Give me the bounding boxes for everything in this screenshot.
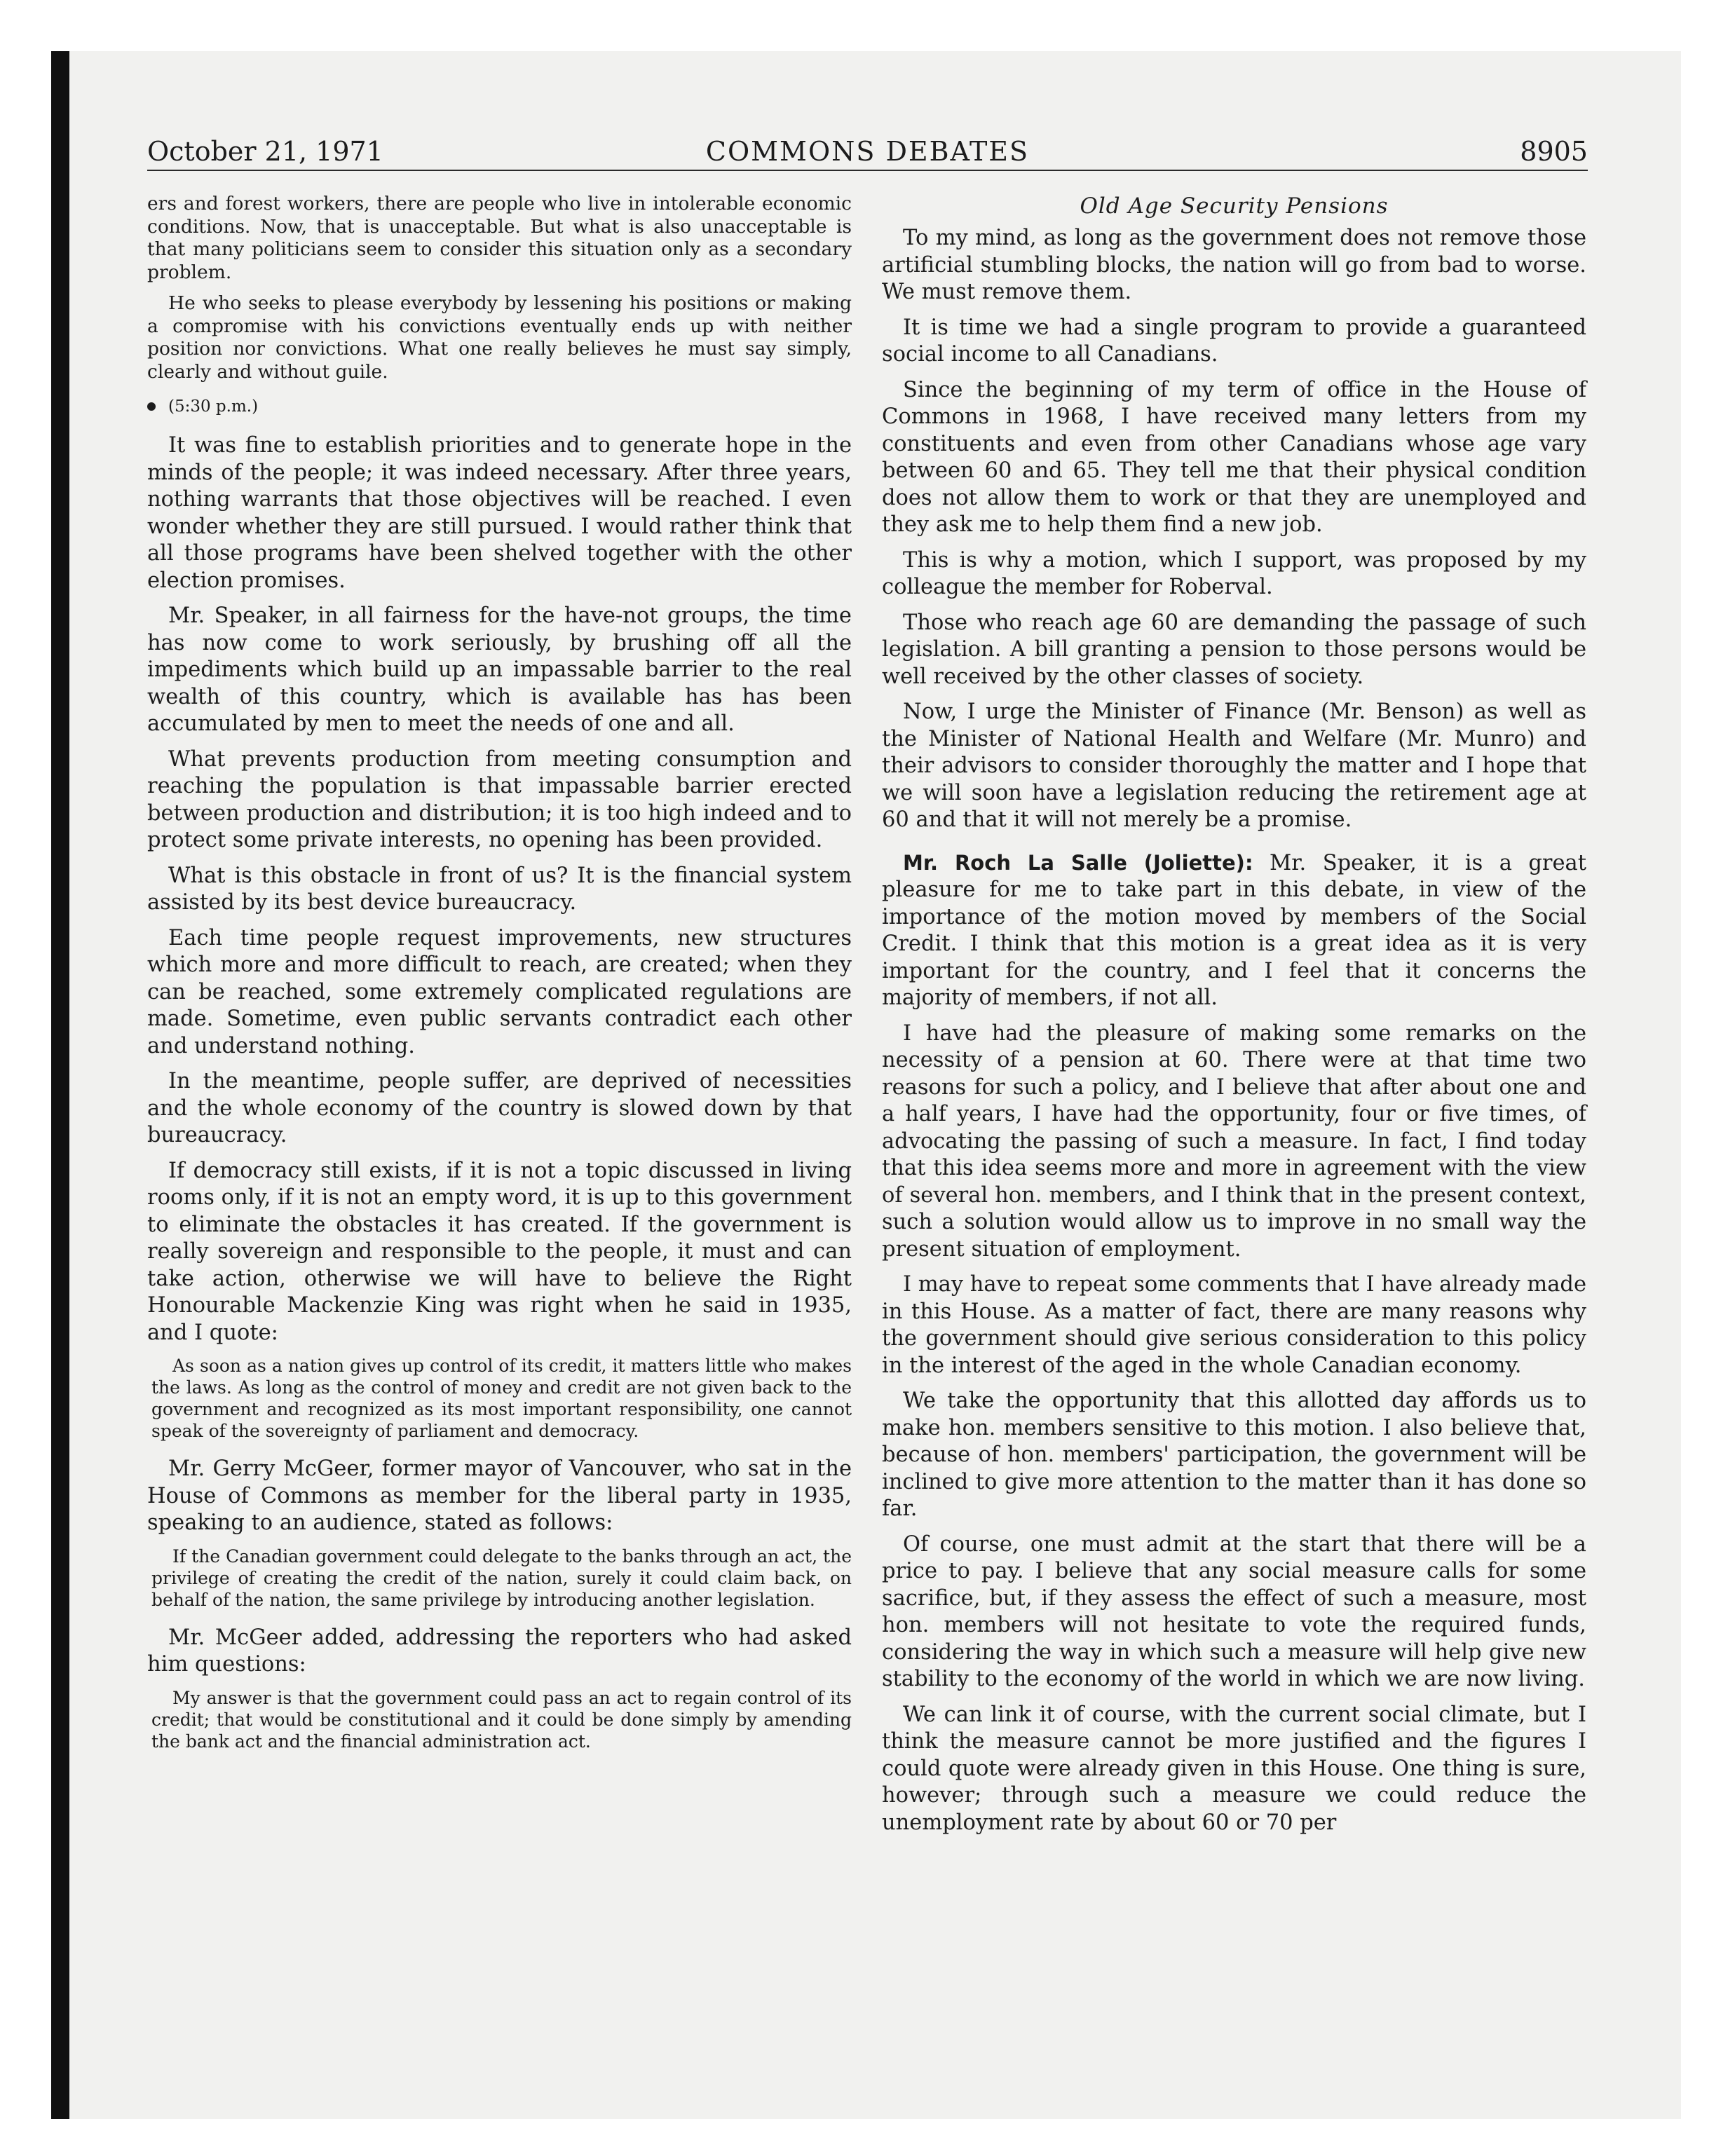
header-date: October 21, 1971 bbox=[147, 136, 383, 167]
paragraph: In the meantime, people suffer, are deprived of necessities and the whole economy of the country is slowed down by that bureaucracy. bbox=[147, 1069, 852, 1147]
scan-edge-bar bbox=[51, 51, 69, 2119]
speaker-name: Mr. Roch La Salle (Joliette): bbox=[903, 850, 1253, 875]
time-marker-text: (5:30 p.m.) bbox=[168, 397, 259, 416]
paragraph: Mr. McGeer added, addressing the reporters who had asked him questions: bbox=[147, 1625, 852, 1677]
paragraph: To my mind, as long as the government does not remove those artificial stumbling blocks, the nation will go from bad to worse. We must remove them. bbox=[882, 226, 1586, 304]
time-marker bbox=[147, 396, 852, 417]
paragraph: Since the beginning of my term of office in the House of Commons in 1968, I have received many letters from my constituents and even from other Canadians whose age vary between 60 and 65. They tell me that their physical condition does not allow them to work or that they are unemployed and they ask me to help them find a new job. bbox=[882, 377, 1586, 537]
paragraph: This is why a motion, which I support, was proposed by my colleague the member for Roberval. bbox=[882, 547, 1586, 599]
paragraph: Those who reach age 60 are demanding the passage of such legislation. A bill granting a pension to those persons would be well received by the other classes of society. bbox=[882, 610, 1586, 689]
paragraph: Now, I urge the Minister of Finance (Mr. Benson) as well as the Minister of National Health and Welfare (Mr. Munro) and their advisors to consider thoroughly the matter and I hope that we will soon have a legislation reducing the retirement age at 60 and that it will not merely be a promise. bbox=[882, 700, 1586, 832]
paragraph: Each time people request improvements, new structures which more and more difficult to reach, are created; when they can be reached, some extremely complicated regulations are made. Sometime, even public servants contradict each other and understand nothing. bbox=[147, 925, 852, 1058]
page-number: 8905 bbox=[1520, 136, 1588, 167]
paragraph: I may have to repeat some comments that I have already made in this House. As a matter of fact, there are many reasons why the government should give serious consideration to this policy in the interest of the aged in the whole Canadian economy. bbox=[882, 1272, 1586, 1378]
block-quote: As soon as a nation gives up control of its credit, it matters little who makes the laws. As long as the control of money and credit are not given back to the government and recognized as its most important responsibility, one cannot speak of the sovereignty of parliament and democracy. bbox=[151, 1356, 852, 1441]
paragraph: Of course, one must admit at the start that there will be a price to pay. I believe that any social measure calls for some sacrifice, but, if they assess the effect of such a measure, most hon. members will not hesitate to vote the required funds, considering the way in which such a measure will help give new stability to the economy of the world in which we are now living. bbox=[882, 1531, 1586, 1691]
header-title: COMMONS DEBATES bbox=[705, 136, 1030, 167]
paragraph: Mr. Speaker, in all fairness for the have-not groups, the time has now come to work seriously, by brushing off all the impediments which build up an impassable barrier to the real wealth of this country, which is available has has been accumulated by men to meet the needs of one and all. bbox=[147, 603, 852, 736]
page-header bbox=[147, 133, 1588, 171]
right-column bbox=[882, 193, 1586, 1845]
speaker-text: Mr. Speaker, it is a great pleasure for me to take part in this debate, in view of the importance of the motion moved by members of the Social Credit. I think that this motion is a great idea as it is very important for the country, and I feel that it concerns the majority of members, if not all. bbox=[882, 850, 1586, 1010]
paragraph: He who seeks to please everybody by lessening his positions or making a compromise with his convictions eventually ends up with neither position nor convictions. What one really believes he must say simply, clearly and without guile. bbox=[147, 292, 852, 383]
paragraph: It was fine to establish priorities and to generate hope in the minds of the people; it was indeed necessary. After three years, nothing warrants that those objectives will be reached. I even wonder whether they are still pursued. I would rather think that all those programs have been shelved together with the other election promises. bbox=[147, 433, 852, 593]
paragraph: It is time we had a single program to provide a guaranteed social income to all Canadians. bbox=[882, 315, 1586, 367]
paragraph: ers and forest workers, there are people who live in intolerable economic conditions. Now, that is unacceptable. But what is also unacceptable is that many politicians seem to consider this situation only as a secondary problem. bbox=[147, 193, 852, 283]
bullet-icon bbox=[147, 402, 156, 411]
paragraph: What is this obstacle in front of us? It is the financial system assisted by its best device bureaucracy. bbox=[147, 863, 852, 915]
paragraph: We can link it of course, with the current social climate, but I think the measure cannot be more justified and the figures I could quote were already given in this House. One thing is sure, however; through such a measure we could reduce the unemployment rate by about 60 or 70 per bbox=[882, 1702, 1586, 1835]
running-head: Old Age Security Pensions bbox=[1080, 193, 1389, 219]
block-quote: My answer is that the government could pass an act to regain control of its credit; that would be constitutional and it could be done simply by amending the bank act and the financial administration act. bbox=[151, 1687, 852, 1752]
left-column bbox=[147, 193, 852, 1766]
paragraph: If democracy still exists, if it is not a topic discussed in living rooms only, if it is not an empty word, it is up to this government to eliminate the obstacles it has created. If the government is really sovereign and responsible to the people, it must and can take action, otherwise we will have to believe the Right Honourable Mackenzie King was right when he said in 1935, and I quote: bbox=[147, 1158, 852, 1345]
paragraph: We take the opportunity that this allotted day affords us to make hon. members sensitive to this motion. I also believe that, because of hon. members' participation, the government will be inclined to give more attention to the matter than it has done so far. bbox=[882, 1389, 1586, 1521]
block-quote: If the Canadian government could delegate to the banks through an act, the privilege of creating the credit of the nation, surely it could claim back, on behalf of the nation, the same privilege by introducing another legislation. bbox=[151, 1546, 852, 1610]
paragraph: I have had the pleasure of making some remarks on the necessity of a pension at 60. There were at that time two reasons for such a policy, and I believe that after about one and a half years, I have had the opportunity, four or five times, of advocating the passing of such a measure. In fact, I find today that this idea seems more and more in agreement with the view of several hon. members, and I think that in the present context, such a solution would allow us to improve in no small way the present situation of employment. bbox=[882, 1021, 1586, 1262]
speaker-paragraph bbox=[882, 850, 1586, 1012]
paragraph: What prevents production from meeting consumption and reaching the population is that impassable barrier erected between production and distribution; it is too high indeed and to protect some private interests, no opening has been provided. bbox=[147, 746, 852, 852]
paragraph: Mr. Gerry McGeer, former mayor of Vancouver, who sat in the House of Commons as member for the liberal party in 1935, speaking to an audience, stated as follows: bbox=[147, 1456, 852, 1535]
